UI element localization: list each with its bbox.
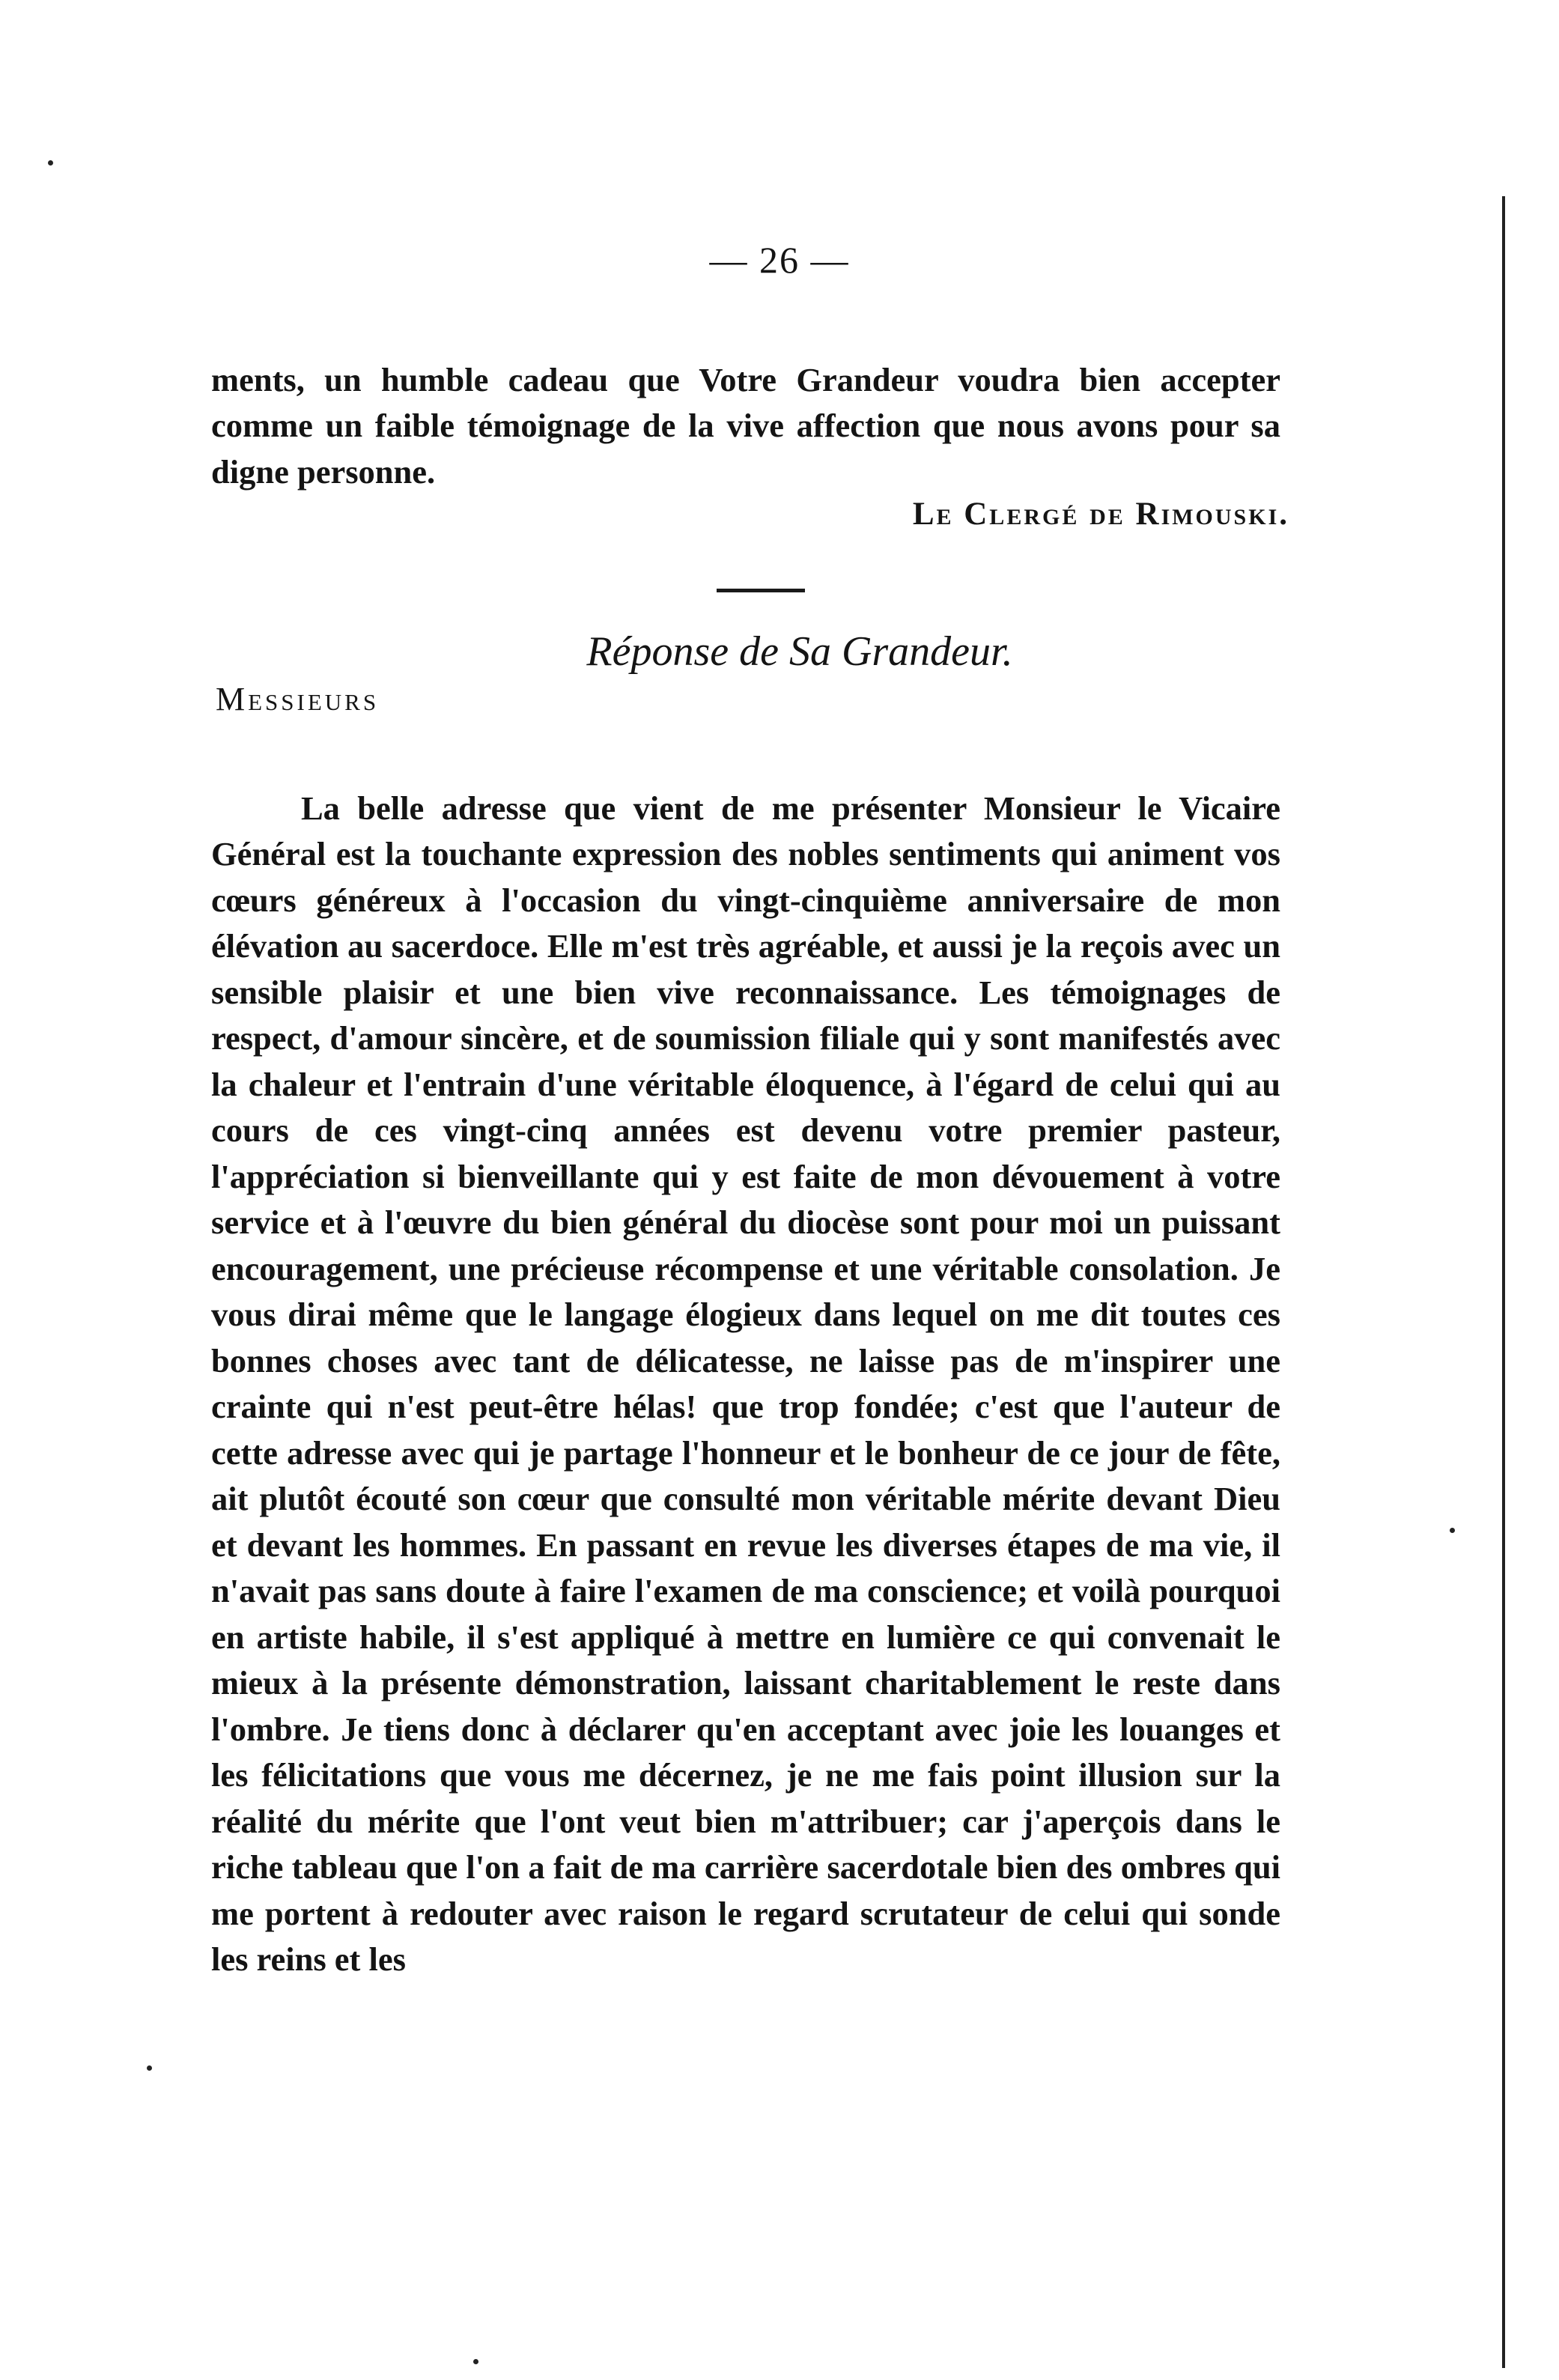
page-number: — 26 — xyxy=(709,239,850,281)
reply-heading: Réponse de Sa Grandeur. xyxy=(586,628,1013,675)
scan-speck xyxy=(1450,1528,1455,1533)
continuation-paragraph: ments, un humble cadeau que Votre Grandeur voudra bien accepter comme un faible témoignage de la vive affection que nous avons pour sa digne personne. xyxy=(211,360,1280,491)
reply-body: La belle adresse que vient de me présenter Monsieur le Vicaire Général est la touchante expression des nobles sentiments qui animent vos cœurs généreux à l'occasion du vingt-cinquième anniversaire de mon élévation au sacerdoce. Elle m'est très agréable, et aussi je la reçois avec un sensible plaisir et une bien vive reconnaissance. Les témoignages de respect, d'amour sincère, et de soumission filiale qui y sont manifestés avec la chaleur et l'entrain d'une véritable éloquence, à l'égard de celui qui au cours de ces vingt-cinq années est devenu votre premier pasteur, l'appréciation si bienveillante qui y est faite de mon dévouement à votre service et à l'œuvre du bien général du diocèse sont pour moi un puissant encouragement, une précieuse récompense et une véritable consolation. Je vous dirai même que le langage élogieux dans lequel on me dit toutes ces bonnes choses avec tant de délicatesse, ne laisse pas de m'inspirer une crainte qui n'est peut-être hélas! que trop fondée; c'est que l'auteur de cette adresse avec qui je partage l'honneur et le bonheur de ce jour de fête, ait plutôt écouté son cœur que consulté mon véritable mérite devant Dieu et devant les hommes. En passant en revue les diverses étapes de ma vie, il n'avait pas sans doute à faire l'examen de ma conscience; et voilà pourquoi en artiste habile, il s'est appliqué à mettre en lumière ce qui convenait le mieux à la présente démonstration, laissant charitablement le reste dans l'ombre. Je tiens donc à déclarer qu'en acceptant avec joie les louanges et les félicitations que vous me décernez, je ne me fais point illusion sur la réalité du mérite que l'ont veut bien m'attribuer; car j'aperçois dans le riche tableau que l'on a fait de ma carrière sacerdotale bien des ombres qui me portent à redouter avec raison le regard scrutateur de celui qui sonde les reins et les xyxy=(211,789,1280,1978)
section-divider xyxy=(717,589,805,592)
salutation: Messieurs xyxy=(216,681,380,717)
scan-speck xyxy=(147,2065,152,2071)
page-edge-line xyxy=(1502,196,1505,2368)
scan-speck xyxy=(48,160,53,166)
signature: Le Clergé de Rimouski. xyxy=(912,497,1289,532)
scan-speck xyxy=(473,2359,478,2364)
